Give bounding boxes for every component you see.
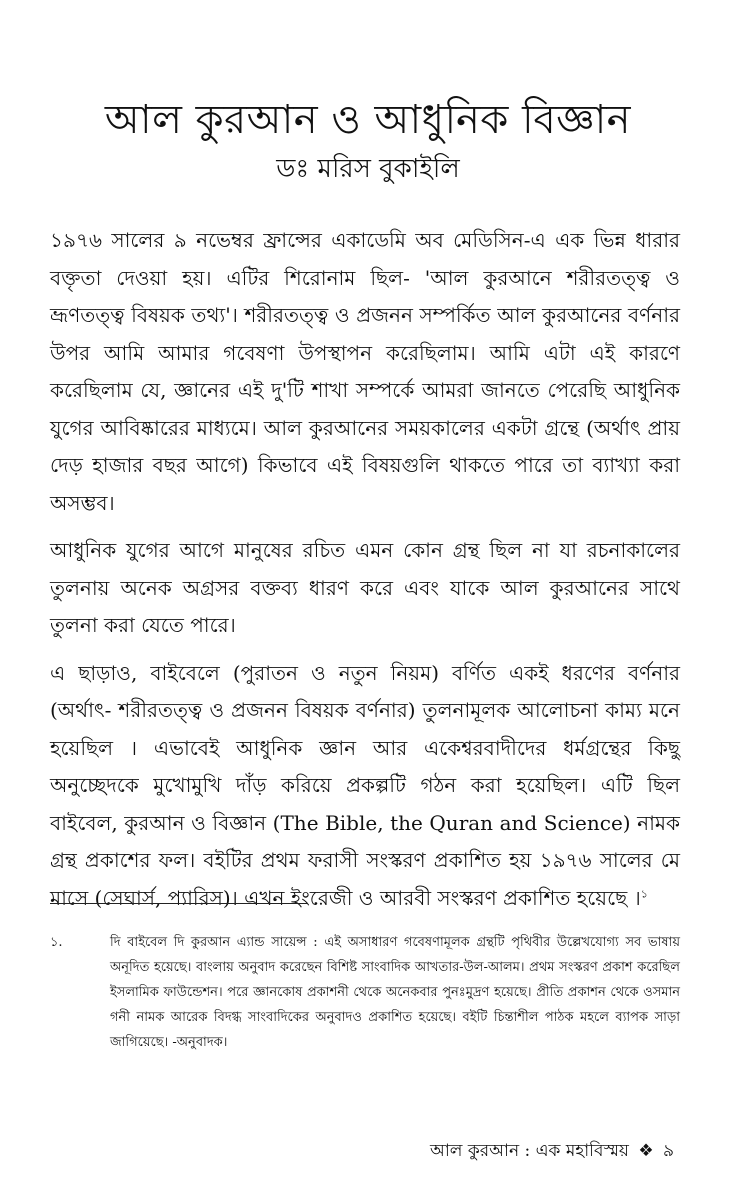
footnote-divider [50, 903, 308, 904]
running-title: আল কুরআন : এক মহাবিস্ময় [429, 1141, 629, 1161]
author-name: ডঃ মরিস বুকাইলি [276, 154, 460, 184]
paragraph-3-text: এ ছাড়াও, বাইবেলে (পুরাতন ও নতুন নিয়ম) বর্ণিত একই ধরণের বর্ণনার (অর্থাৎ- শরীরতত্ত্ব ও প্রজনন বিষয়ক বর্ণনার) তুলনামূলক আলোচনা কাম্য মনে হয়েছিল । এভাবেই আধুনিক জ্ঞান আর একেশ্বরবাদীদের ধর্মগ্রন্থের কিছু অনুচ্ছেদকে মুখোমুখি দাঁড় করিয়ে প্রকল্পটি গঠন করা হয়েছিল। এটি ছিল বাইবেল, কুরআন ও বিজ্ঞান (The Bible, the Quran and Science) নামক গ্রন্থ প্রকাশের ফল। বইটির প্রথম ফরাসী সংস্করণ প্রকাশিত হয় ১৯৭৬ সালের মে মাসে (সেঘার্স, প্যারিস)। এখন ইংরেজী ও আরবী সংস্করণ প্রকাশিত হয়েছে । [50, 660, 680, 910]
paragraph-1: ১৯৭৬ সালের ৯ নভেম্বর ফ্রান্সের একাডেমি অব মেডিসিন-এ এক ভিন্ন ধারার বক্তৃতা দেওয়া হয়। এটির শিরোনাম ছিল- 'আল কুরআনে শরীরতত্ত্ব ও ভ্রূণতত্ত্ব বিষয়ক তথ্য'। শরীরতত্ত্ব ও প্রজনন সম্পর্কিত আল কুরআনের বর্ণনার উপর আমি আমার গবেষণা উপস্থাপন করেছিলাম। আমি এটা এই কারণে করেছিলাম যে, জ্ঞানের এই দু'টি শাখা সম্পর্কে আমরা জানতে পেরেছি আধুনিক যুগের আবিষ্কারের মাধ্যমে। আল কুরআনের সময়কালের একটা গ্রন্থে (অর্থাৎ প্রায় দেড় হাজার বছর আগে) কিভাবে এই বিষয়গুলি থাকতে পারে তা ব্যাখ্যা করা অসম্ভব। [50, 228, 680, 515]
body-text [50, 222, 680, 927]
running-footer [430, 1138, 674, 1164]
page-number: ৯ [662, 1141, 674, 1161]
ornament-icon: ❖ [638, 1141, 654, 1161]
footnote-marker: ১. [50, 935, 63, 950]
footnote-reference: ১ [640, 886, 648, 900]
chapter-title: আল কুরআন ও আধুনিক বিজ্ঞান [104, 97, 632, 143]
paragraph-3 [50, 655, 680, 918]
footnote-text: দি বাইবেল দি কুরআন এ্যান্ড সায়েন্স : এই অসাধারণ গবেষণামূলক গ্রন্থটি পৃথিবীর উল্লেখযোগ্য সব ভাষায় অনূদিত হয়েছে। বাংলায় অনুবাদ করেছেন বিশিষ্ট সাংবাদিক আখতার-উল-আলম। প্রথম সংস্করণ প্রকাশ করেছিল ইসলামিক ফাউন্ডেশন। পরে জ্ঞানকোষ প্রকাশনী থেকে অনেকবার পুনঃমুদ্রণ হয়েছে। প্রীতি প্রকাশন থেকে ওসমান গনী নামক আরেক বিদগ্ধ সাংবাদিকের অনুবাদও প্রকাশিত হয়েছে। বইটি চিন্তাশীল পাঠক মহলে ব্যাপক সাড়া জাগিয়েছে। -অনুবাদক। [110, 935, 680, 1050]
footnote [50, 930, 680, 1055]
paragraph-2: আধুনিক যুগের আগে মানুষের রচিত এমন কোন গ্রন্থ ছিল না যা রচনাকালের তুলনায় অনেক অগ্রসর বক্তব্য ধারণ করে এবং যাকে আল কুরআনের সাথে তুলনা করা যেতে পারে। [50, 538, 680, 637]
